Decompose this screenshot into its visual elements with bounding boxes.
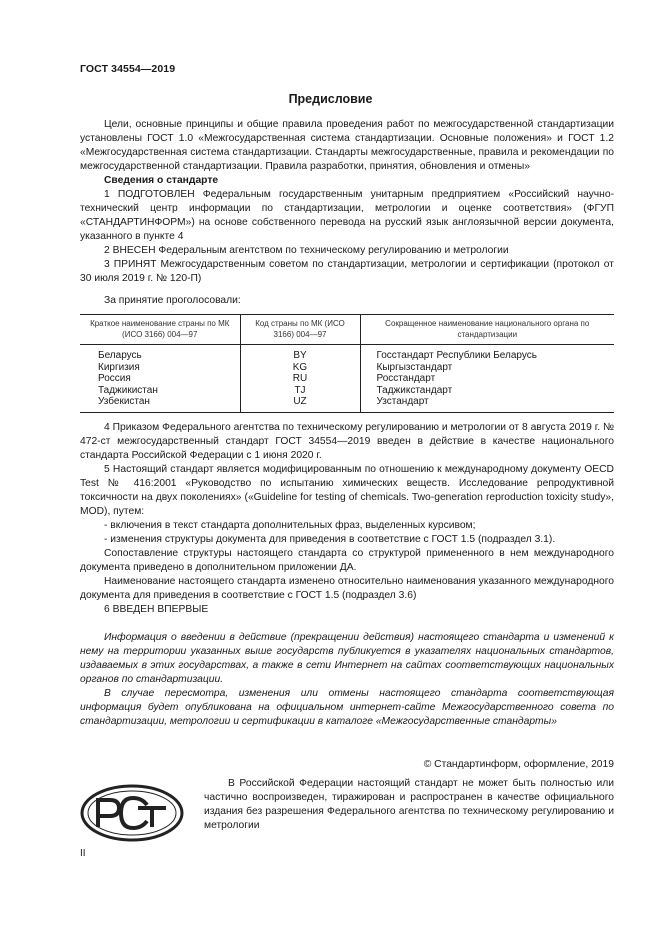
country-code: BY xyxy=(240,345,360,362)
country-code: KG xyxy=(240,362,360,374)
copyright-line: © Стандартинформ, оформление, 2019 xyxy=(423,759,614,770)
item-3-adopted: 3 ПРИНЯТ Межгосударственным советом по стандартизации, метрологии и сертификации (протокол от 30 июля 2019 г. № 120-П) xyxy=(80,259,614,284)
country-name: Таджикистан xyxy=(98,384,158,396)
name-change-note: Наименование настоящего стандарта изменено относительно наименования указанного международного документа для приведения в соответствие с ГОСТ 1.5 (подраздел 3.6) xyxy=(80,575,614,601)
item-4-enacted: 4 Приказом Федерального агентства по техническому регулированию и метрологии от 8 августа 2019 г. № 472-ст межгосударственный стандарт ГОСТ 34554—2019 введен в действие в качестве национального стандарта Российской Федерации с 1 июня 2020 г. xyxy=(80,421,614,461)
info-paragraph-1: Информация о введении в действие (прекращении действия) настоящего стандарта и изменений к нему на территории указанных выше государств публикуется в указателях национальных стандартов, издаваемых в этих государствах, а также в сети Интернет на сайтах соответствующих национальных органов по стандартизации. xyxy=(80,632,614,685)
standards-body: Госстандарт Республики Беларусь xyxy=(360,345,614,362)
standards-body: Таджикстандарт xyxy=(360,385,614,397)
notice-text: В Российской Федерации настоящий стандарт не может быть полностью или частично воспроизведен, тиражирован и распространен в качестве официального издания без разрешения Федерального агентства по техническому регулированию и метрологии xyxy=(204,778,614,831)
country-name: Россия xyxy=(98,373,131,384)
country-name: Киргизия xyxy=(98,361,140,373)
standards-body: Росстандарт xyxy=(360,373,614,385)
header-country-name: Краткое наименование страны по МК (ИСО 3166) 004—97 xyxy=(80,315,240,345)
item-6-first-introduced: 6 ВВЕДЕН ВПЕРВЫЕ xyxy=(104,603,209,615)
standard-code: ГОСТ 34554—2019 xyxy=(80,63,176,75)
header-country-code: Код страны по МК (ИСО 3166) 004—97 xyxy=(240,315,360,345)
country-code: TJ xyxy=(240,385,360,397)
header-standards-body: Сокращенное наименование национального органа по стандартизации xyxy=(360,315,614,345)
modification-dash-2: - изменения структуры документа для приведения в соответствие с ГОСТ 1.5 (подраздел 3.1). xyxy=(104,533,556,545)
info-paragraph-2: В случае пересмотра, изменения или отмены настоящего стандарта соответствующая информация будет опубликована на официальном интернет-сайте Межгосударственного совета по стандартизации, метрологии и сертификации в каталоге «Межгосударственные стандарты» xyxy=(80,688,614,727)
country-code: UZ xyxy=(240,396,360,412)
reproduction-notice xyxy=(204,777,614,833)
item-5-modified: 5 Настоящий стандарт является модифицированным по отношению к международному документу OECD Test № 416:2001 «Руководство по испытанию химических веществ. Исследование репродуктивной токсичности на двух поколениях» («Guideline for testing of chemicals. Two-generation reproduction toxicity study», MOD), путем: xyxy=(80,463,614,517)
item-1-prepared: 1 ПОДГОТОВЛЕН Федеральным государственным унитарным предприятием «Российский научно-технический центр информации по стандартизации, метрологии и оценке соответствия» (ФГУП «СТАНДАРТИНФОРМ») на основе собственного перевода на русский язык англоязычной версии документа, указанного в пункте 4 xyxy=(80,189,614,242)
intro-paragraph: Цели, основные принципы и общие правила проведения работ по межгосударственной стандартизации установлены ГОСТ 1.0 «Межгосударственная система стандартизации. Основные положения» и ГОСТ 1.2 «Межгосударственная система стандартизации. Стандарты межгосударственные, правила и рекомендации по межгосударственной стандартизации. Правила разработки, принятия, обновления и отмены» xyxy=(80,119,614,172)
section-subheading: Сведения о стандарте xyxy=(104,175,219,186)
standards-body: Кыргызстандарт xyxy=(360,362,614,374)
table-row xyxy=(80,345,614,362)
voting-countries-table xyxy=(80,314,614,413)
rst-conformity-mark-icon xyxy=(80,783,184,843)
country-name: Беларусь xyxy=(98,350,142,361)
country-name: Узбекистан xyxy=(80,396,240,412)
voted-label: За принятие проголосовали: xyxy=(104,295,241,306)
table-row xyxy=(80,396,614,412)
item-2-submitted: 2 ВНЕСЕН Федеральным агентством по техническому регулированию и метрологии xyxy=(104,245,509,256)
table-header-row xyxy=(80,315,614,345)
country-code: RU xyxy=(240,373,360,385)
table-row xyxy=(80,385,614,397)
modification-dash-1: - включения в текст стандарта дополнительных фраз, выделенных курсивом; xyxy=(104,519,476,531)
preface-body xyxy=(80,118,614,617)
page-number: II xyxy=(80,848,86,859)
table-row xyxy=(80,362,614,374)
page-title: Предисловие xyxy=(288,92,373,106)
publication-info xyxy=(80,631,614,729)
structure-comparison: Сопоставление структуры настоящего стандарта со структурой примененного в нем международного документа приведено в дополнительном приложении ДА. xyxy=(80,547,614,573)
table-row xyxy=(80,373,614,385)
standards-body: Узстандарт xyxy=(360,396,614,412)
